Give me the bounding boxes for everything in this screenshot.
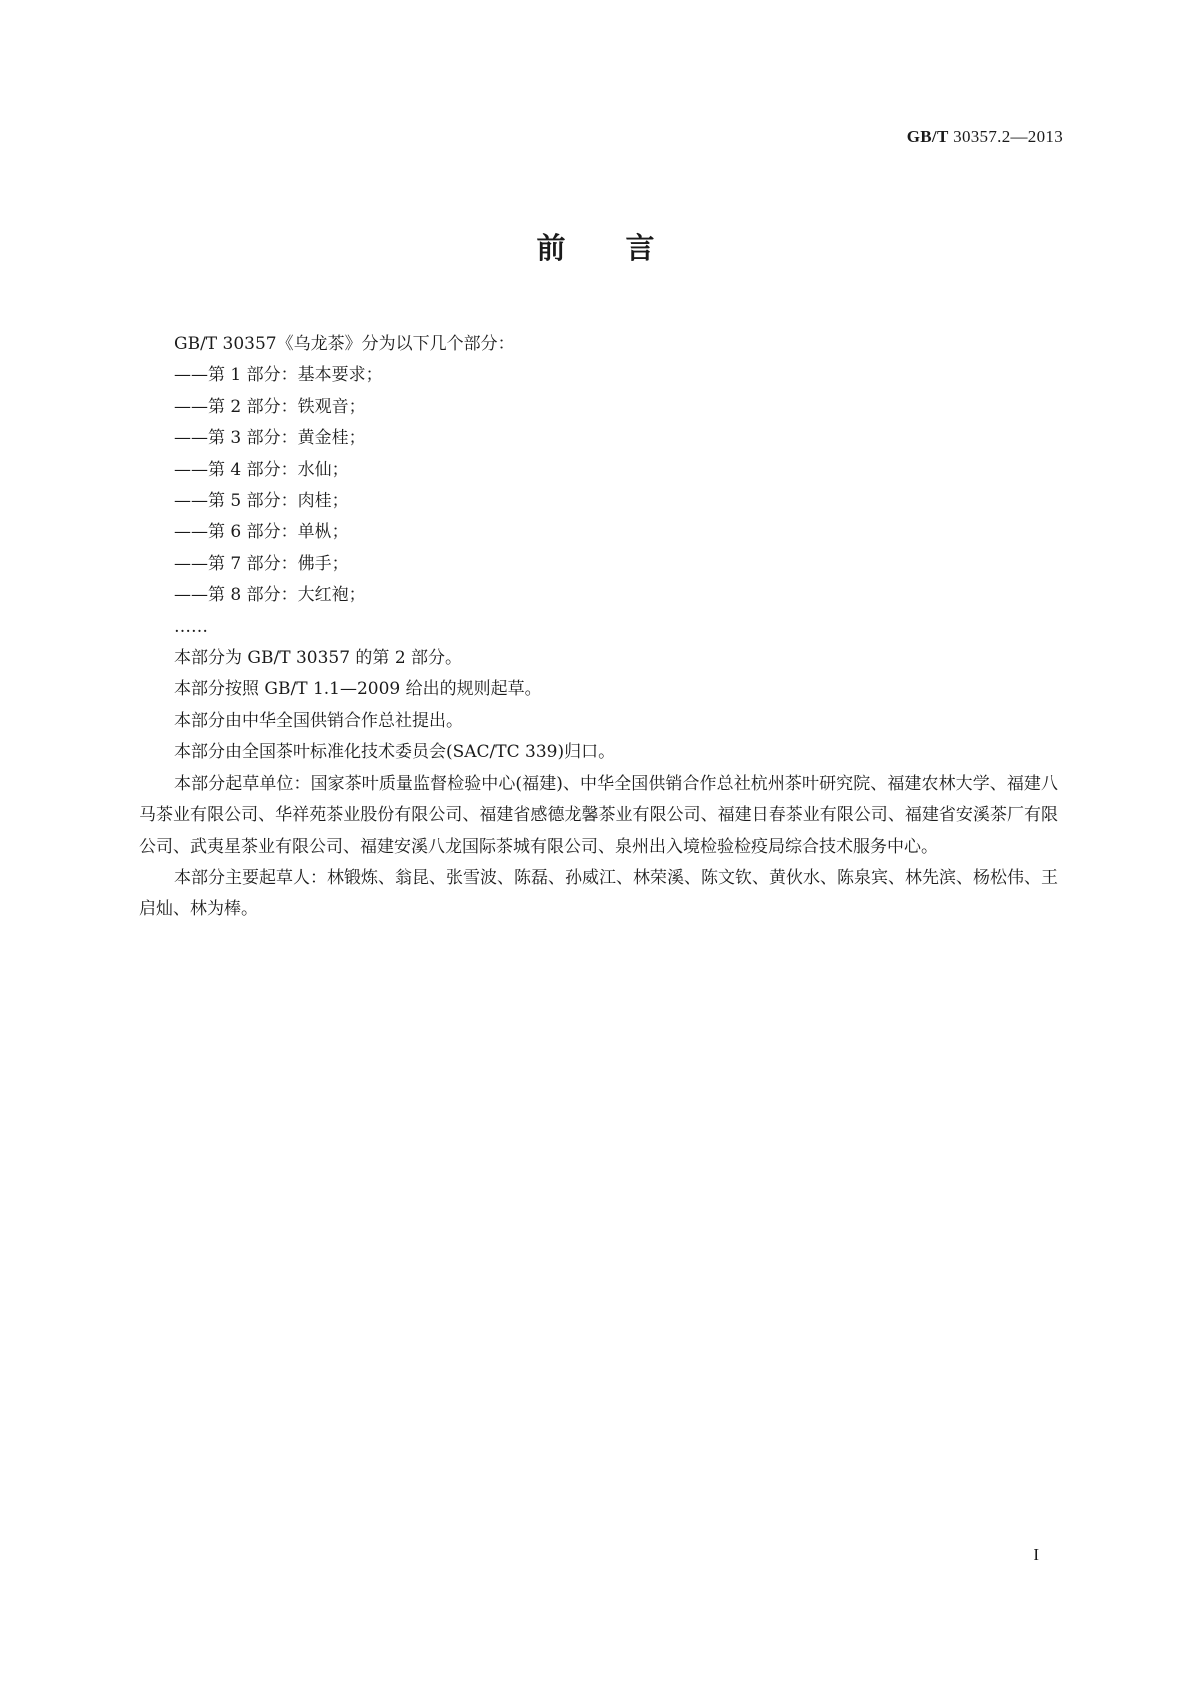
paragraph-part-statement: 本部分为 GB/T 30357 的第 2 部分。 [174, 648, 463, 669]
part-list-item: ——第 1 部分：基本要求； [174, 365, 383, 386]
foreword-body [139, 329, 1058, 926]
ellipsis: …… [174, 616, 208, 637]
paragraph-proposer: 本部分由中华全国供销合作总社提出。 [174, 710, 463, 731]
page-title: 前言 [536, 231, 715, 265]
part-list-item: ——第 5 部分：肉桂； [174, 491, 349, 512]
paragraph-technical-committee: 本部分由全国茶叶标准化技术委员会(SAC/TC 339)归口。 [174, 742, 616, 763]
paragraph-drafting-rules: 本部分按照 GB/T 1.1—2009 给出的规则起草。 [174, 679, 542, 700]
part-list-item: ——第 8 部分：大红袍； [174, 585, 366, 606]
paragraph-drafters: 本部分主要起草人：林锻炼、翁昆、张雪波、陈磊、孙威江、林荣溪、陈文钦、黄伙水、陈泉宾、林先滨、杨松伟、王启灿、林为棒。 [139, 867, 1058, 920]
part-list-item: ——第 3 部分：黄金桂； [174, 428, 366, 449]
part-list-item: ——第 6 部分：单枞； [174, 522, 349, 543]
part-list-item: ——第 7 部分：佛手； [174, 553, 349, 574]
standard-code: 30357.2—2013 [948, 127, 1063, 146]
part-list-item: ——第 4 部分：水仙； [174, 459, 349, 480]
intro-paragraph: GB/T 30357《乌龙茶》分为以下几个部分： [174, 334, 515, 354]
standard-number [907, 127, 1063, 147]
paragraph-drafting-units: 本部分起草单位：国家茶叶质量监督检验中心(福建)、中华全国供销合作总社杭州茶叶研究院、福建农林大学、福建八马茶业有限公司、华祥苑茶业股份有限公司、福建省感德龙馨茶业有限公司、福建日春茶业有限公司、福建省安溪茶厂有限公司、武夷星茶业有限公司、福建安溪八龙国际茶城有限公司、泉州出入境检验检疫局综合技术服务中心。 [139, 773, 1058, 857]
page-number: I [1033, 1545, 1039, 1564]
part-list-item: ——第 2 部分：铁观音； [174, 396, 366, 417]
standard-prefix: GB/T [906, 127, 949, 146]
